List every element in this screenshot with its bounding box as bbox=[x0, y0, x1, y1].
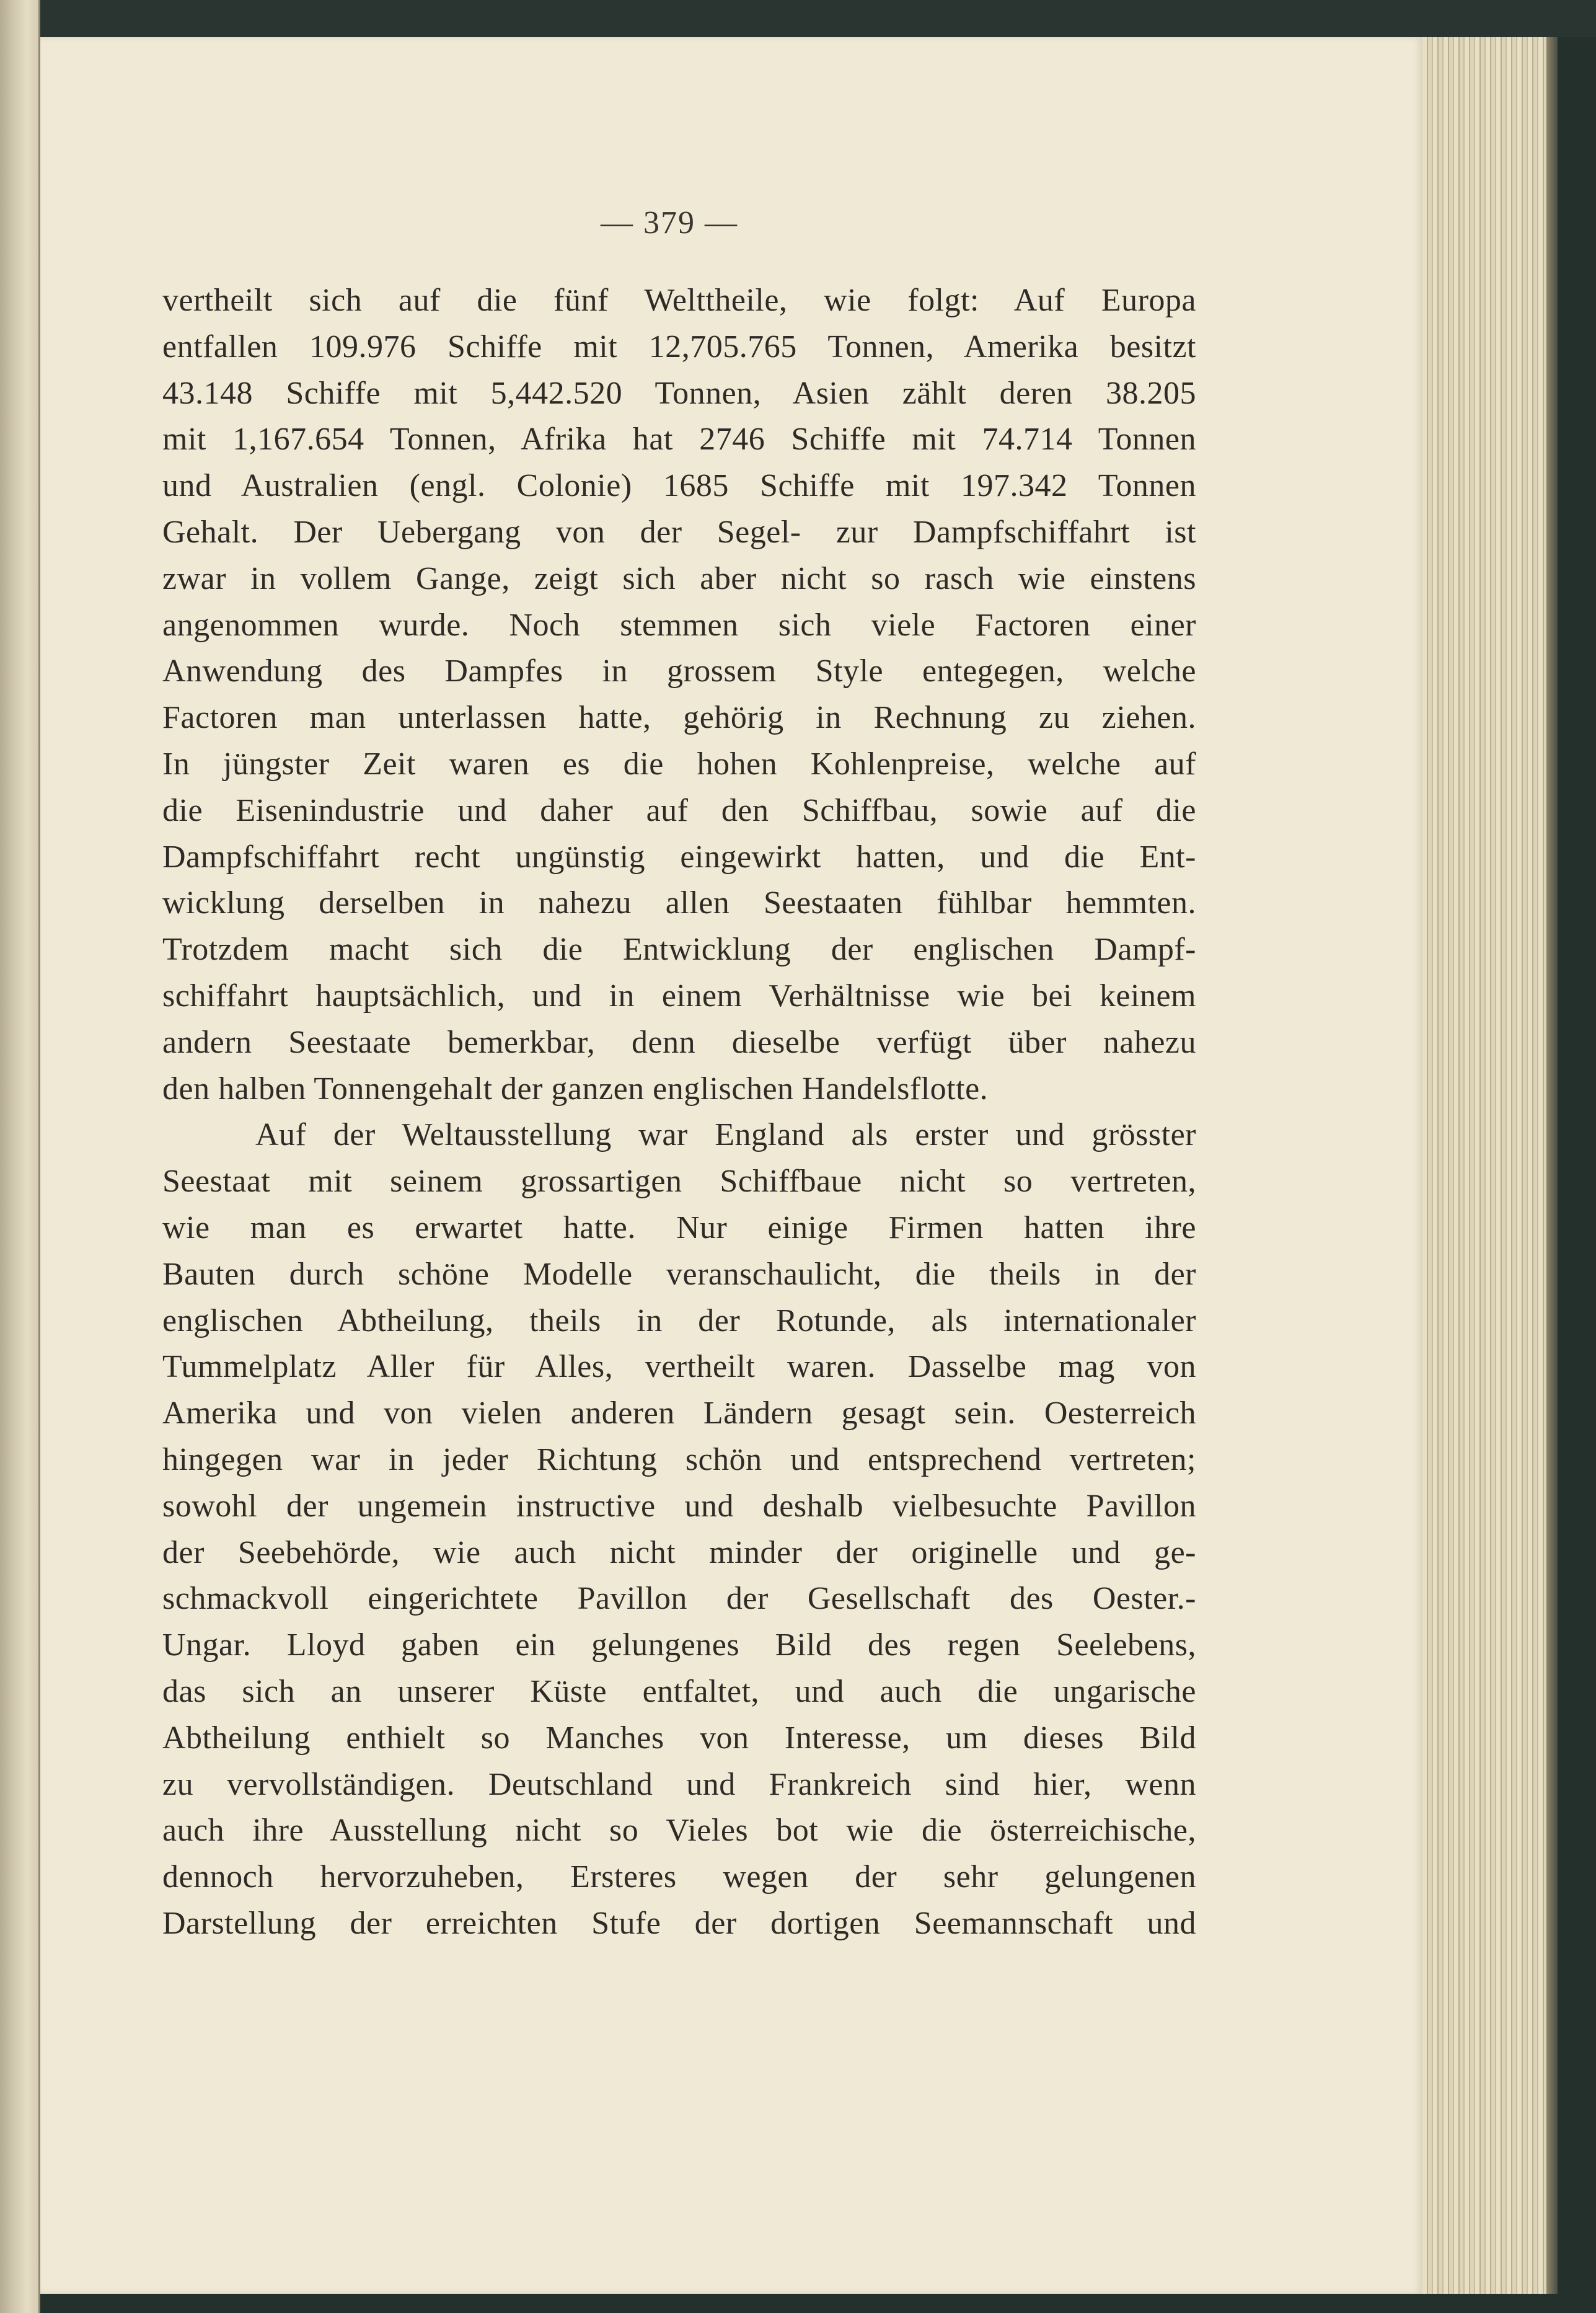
text-line: den halben Tonnengehalt der ganzen englischen Handelsflotte. bbox=[162, 1071, 989, 1107]
text-line: schmackvoll eingerichtete Pavillon der Gesellschaft des Oester.- bbox=[162, 1581, 1196, 1617]
text-line: Abtheilung enthielt so Manches von Interesse, um dieses Bild bbox=[162, 1720, 1196, 1756]
facing-page-edge bbox=[0, 0, 38, 2313]
text-line: wie man es erwartet hatte. Nur einige Firmen hatten ihre bbox=[162, 1210, 1196, 1245]
text-line: vertheilt sich auf die fünf Welttheile, wie folgt: Auf Europa bbox=[162, 283, 1196, 318]
text-line: dennoch hervorzuheben, Ersteres wegen der sehr gelungenen bbox=[162, 1859, 1196, 1895]
body-text bbox=[162, 278, 1196, 1947]
text-line: Bauten durch schöne Modelle veranschaulicht, die theils in der bbox=[162, 1256, 1196, 1292]
book-spine-shadow bbox=[1546, 37, 1558, 2294]
text-line: 43.148 Schiffe mit 5,442.520 Tonnen, Asien zählt deren 38.205 bbox=[162, 375, 1196, 411]
text-line: entfallen 109.976 Schiffe mit 12,705.765 Tonnen, Amerika besitzt bbox=[162, 329, 1196, 365]
text-line: wicklung derselben in nahezu allen Seestaaten fühlbar hemmten. bbox=[162, 885, 1196, 921]
text-line: Darstellung der erreichten Stufe der dortigen Seemannschaft und bbox=[162, 1905, 1196, 1941]
page-stack-edges bbox=[1422, 37, 1546, 2294]
text-line: Anwendung des Dampfes in grossem Style entegegen, welche bbox=[162, 653, 1196, 689]
text-line: Tummelplatz Aller für Alles, vertheilt waren. Dasselbe mag von bbox=[162, 1349, 1196, 1385]
text-line: zu vervollständigen. Deutschland und Frankreich sind hier, wenn bbox=[162, 1766, 1196, 1802]
text-line: der Seebehörde, wie auch nicht minder der originelle und ge- bbox=[162, 1534, 1196, 1570]
text-line: zwar in vollem Gange, zeigt sich aber nicht so rasch wie einstens bbox=[162, 560, 1196, 596]
text-line: auch ihre Ausstellung nicht so Vieles bot wie die österreichische, bbox=[162, 1813, 1196, 1849]
text-line: Ungar. Lloyd gaben ein gelungenes Bild des regen Seelebens, bbox=[162, 1627, 1196, 1663]
text-line: schiffahrt hauptsächlich, und in einem Verhältnisse wie bei keinem bbox=[162, 978, 1196, 1014]
text-line: Dampfschiffahrt recht ungünstig eingewirkt hatten, und die Ent- bbox=[162, 839, 1196, 875]
text-line: das sich an unserer Küste entfaltet, und auch die ungarische bbox=[162, 1673, 1196, 1709]
page-number: — 379 — bbox=[601, 205, 738, 241]
text-line: englischen Abtheilung, theils in der Rotunde, als internationaler bbox=[162, 1302, 1196, 1338]
text-line: angenommen wurde. Noch stemmen sich viele Factoren einer bbox=[162, 607, 1196, 643]
text-line: und Australien (engl. Colonie) 1685 Schiffe mit 197.342 Tonnen bbox=[162, 468, 1196, 504]
text-line: die Eisenindustrie und daher auf den Schiffbau, sowie auf die bbox=[162, 792, 1196, 828]
text-line: sowohl der ungemein instructive und deshalb vielbesuchte Pavillon bbox=[162, 1488, 1196, 1524]
paragraph-first-line: Auf der Weltausstellung war England als erster und grösster bbox=[255, 1117, 1196, 1153]
text-line: hingegen war in jeder Richtung schön und entsprechend vertreten; bbox=[162, 1441, 1196, 1477]
text-line: Gehalt. Der Uebergang von der Segel- zur Dampfschiffahrt ist bbox=[162, 514, 1196, 550]
text-line: andern Seestaate bemerkbar, denn dieselbe verfügt über nahezu bbox=[162, 1024, 1196, 1060]
text-line: Amerika und von vielen anderen Ländern gesagt sein. Oesterreich bbox=[162, 1395, 1196, 1431]
book-cover-top bbox=[40, 0, 1596, 37]
text-line: In jüngster Zeit waren es die hohen Kohlenpreise, welche auf bbox=[162, 746, 1196, 782]
text-line: Trotzdem macht sich die Entwicklung der englischen Dampf- bbox=[162, 932, 1196, 968]
text-line: Seestaat mit seinem grossartigen Schiffbaue nicht so vertreten, bbox=[162, 1164, 1196, 1200]
text-line: Factoren man unterlassen hatte, gehörig in Rechnung zu ziehen. bbox=[162, 700, 1196, 736]
text-line: mit 1,167.654 Tonnen, Afrika hat 2746 Schiffe mit 74.714 Tonnen bbox=[162, 422, 1196, 458]
